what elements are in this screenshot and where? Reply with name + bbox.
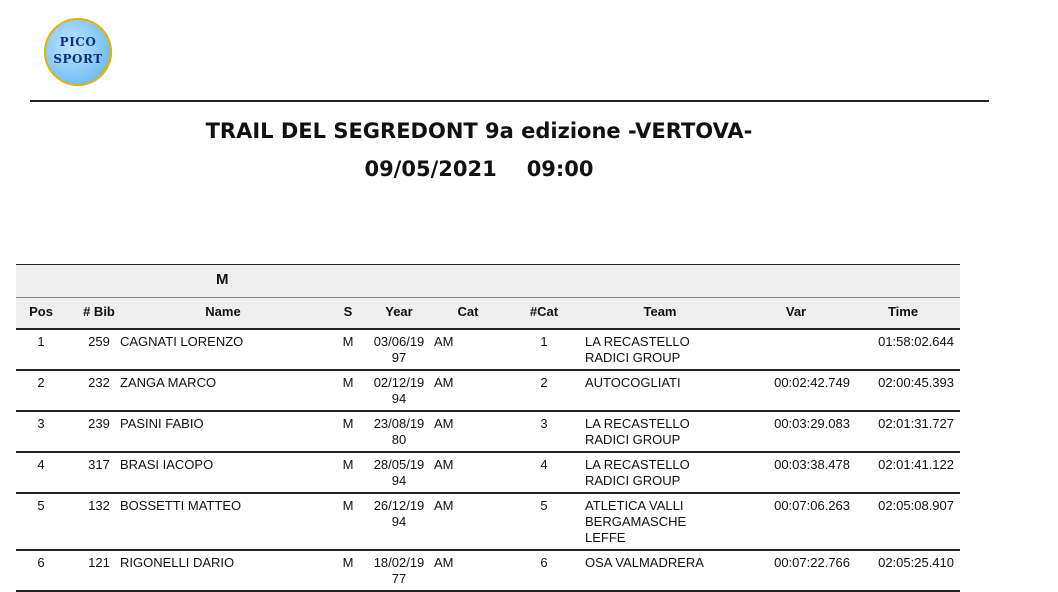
header-ncat: #Cat bbox=[529, 304, 559, 319]
cell-time: 02:05:25.410 bbox=[878, 555, 954, 570]
cell-year: 18/02/19 77 bbox=[373, 555, 425, 586]
cell-ncat: 1 bbox=[540, 334, 548, 349]
results-table bbox=[16, 264, 960, 592]
header-year: Year bbox=[385, 304, 413, 319]
cell-var: 00:07:22.766 bbox=[774, 555, 850, 570]
cell-name: ZANGA MARCO bbox=[120, 375, 217, 390]
cell-bib: 132 bbox=[88, 498, 110, 513]
results-body bbox=[16, 330, 960, 592]
cell-var: 00:03:38.478 bbox=[774, 457, 850, 472]
event-date: 09/05/2021 bbox=[364, 157, 497, 181]
cell-var: 00:02:42.749 bbox=[774, 375, 850, 390]
cell-ncat: 6 bbox=[540, 555, 548, 570]
logo-line1: PICO bbox=[59, 35, 97, 49]
cell-time: 02:00:45.393 bbox=[878, 375, 954, 390]
header-name: Name bbox=[205, 304, 241, 319]
group-header-row bbox=[16, 264, 960, 298]
cell-bib: 259 bbox=[88, 334, 110, 349]
cell-cat: AM bbox=[434, 555, 454, 570]
cell-var: 00:07:06.263 bbox=[774, 498, 850, 513]
cell-pos: 2 bbox=[37, 375, 45, 390]
cell-team: OSA VALMADRERA bbox=[585, 555, 704, 570]
cell-sex: M bbox=[342, 457, 354, 472]
table-row bbox=[16, 494, 960, 551]
header-divider bbox=[30, 100, 989, 102]
cell-name: BRASI IACOPO bbox=[120, 457, 214, 472]
cell-name: CAGNATI LORENZO bbox=[120, 334, 244, 349]
logo-line2: SPORT bbox=[53, 52, 103, 66]
header-time: Time bbox=[887, 304, 919, 319]
cell-bib: 121 bbox=[88, 555, 110, 570]
header-team: Team bbox=[643, 304, 677, 319]
cell-pos: 5 bbox=[37, 498, 45, 513]
cell-name: RIGONELLI DARIO bbox=[120, 555, 235, 570]
cell-ncat: 5 bbox=[540, 498, 548, 513]
cell-name: PASINI FABIO bbox=[120, 416, 204, 431]
cell-cat: AM bbox=[434, 457, 454, 472]
event-title: TRAIL DEL SEGREDONT 9a edizione -VERTOVA- bbox=[205, 119, 753, 143]
cell-team: ATLETICA VALLI BERGAMASCHE LEFFE bbox=[585, 498, 687, 545]
cell-ncat: 4 bbox=[540, 457, 548, 472]
header-sex: S bbox=[343, 304, 353, 319]
cell-cat: AM bbox=[434, 334, 454, 349]
cell-bib: 239 bbox=[88, 416, 110, 431]
header-bib: # Bib bbox=[83, 304, 115, 319]
cell-year: 26/12/19 94 bbox=[373, 498, 425, 529]
table-row bbox=[16, 412, 960, 453]
cell-time: 02:05:08.907 bbox=[878, 498, 954, 513]
cell-ncat: 2 bbox=[540, 375, 548, 390]
cell-year: 28/05/19 94 bbox=[373, 457, 425, 488]
cell-team: LA RECASTELLO RADICI GROUP bbox=[585, 334, 690, 365]
cell-bib: 317 bbox=[88, 457, 110, 472]
cell-time: 01:58:02.644 bbox=[878, 334, 954, 349]
header-pos: Pos bbox=[29, 304, 53, 319]
cell-pos: 1 bbox=[37, 334, 45, 349]
pico-sport-logo bbox=[44, 18, 112, 86]
table-row bbox=[16, 330, 960, 371]
table-row bbox=[16, 551, 960, 592]
cell-year: 03/06/19 97 bbox=[373, 334, 425, 365]
cell-var: 00:03:29.083 bbox=[774, 416, 850, 431]
header-var: Var bbox=[785, 304, 807, 319]
cell-name: BOSSETTI MATTEO bbox=[120, 498, 242, 513]
cell-cat: AM bbox=[434, 416, 454, 431]
column-header-row bbox=[16, 298, 960, 330]
cell-team: AUTOCOGLIATI bbox=[585, 375, 681, 390]
cell-team: LA RECASTELLO RADICI GROUP bbox=[585, 416, 690, 447]
cell-pos: 4 bbox=[37, 457, 45, 472]
table-row bbox=[16, 453, 960, 494]
cell-year: 02/12/19 94 bbox=[373, 375, 425, 406]
table-row bbox=[16, 371, 960, 412]
cell-pos: 6 bbox=[37, 555, 45, 570]
event-datetime bbox=[0, 157, 1008, 181]
cell-sex: M bbox=[342, 555, 354, 570]
cell-year: 23/08/19 80 bbox=[373, 416, 425, 447]
cell-sex: M bbox=[342, 334, 354, 349]
cell-ncat: 3 bbox=[540, 416, 548, 431]
cell-sex: M bbox=[342, 375, 354, 390]
group-label: M bbox=[216, 271, 229, 288]
cell-pos: 3 bbox=[37, 416, 45, 431]
cell-cat: AM bbox=[434, 498, 454, 513]
header-cat: Cat bbox=[457, 304, 479, 319]
cell-sex: M bbox=[342, 498, 354, 513]
event-time: 09:00 bbox=[526, 157, 594, 181]
cell-time: 02:01:41.122 bbox=[878, 457, 954, 472]
cell-time: 02:01:31.727 bbox=[878, 416, 954, 431]
cell-bib: 232 bbox=[88, 375, 110, 390]
cell-team: LA RECASTELLO RADICI GROUP bbox=[585, 457, 690, 488]
cell-cat: AM bbox=[434, 375, 454, 390]
cell-sex: M bbox=[342, 416, 354, 431]
